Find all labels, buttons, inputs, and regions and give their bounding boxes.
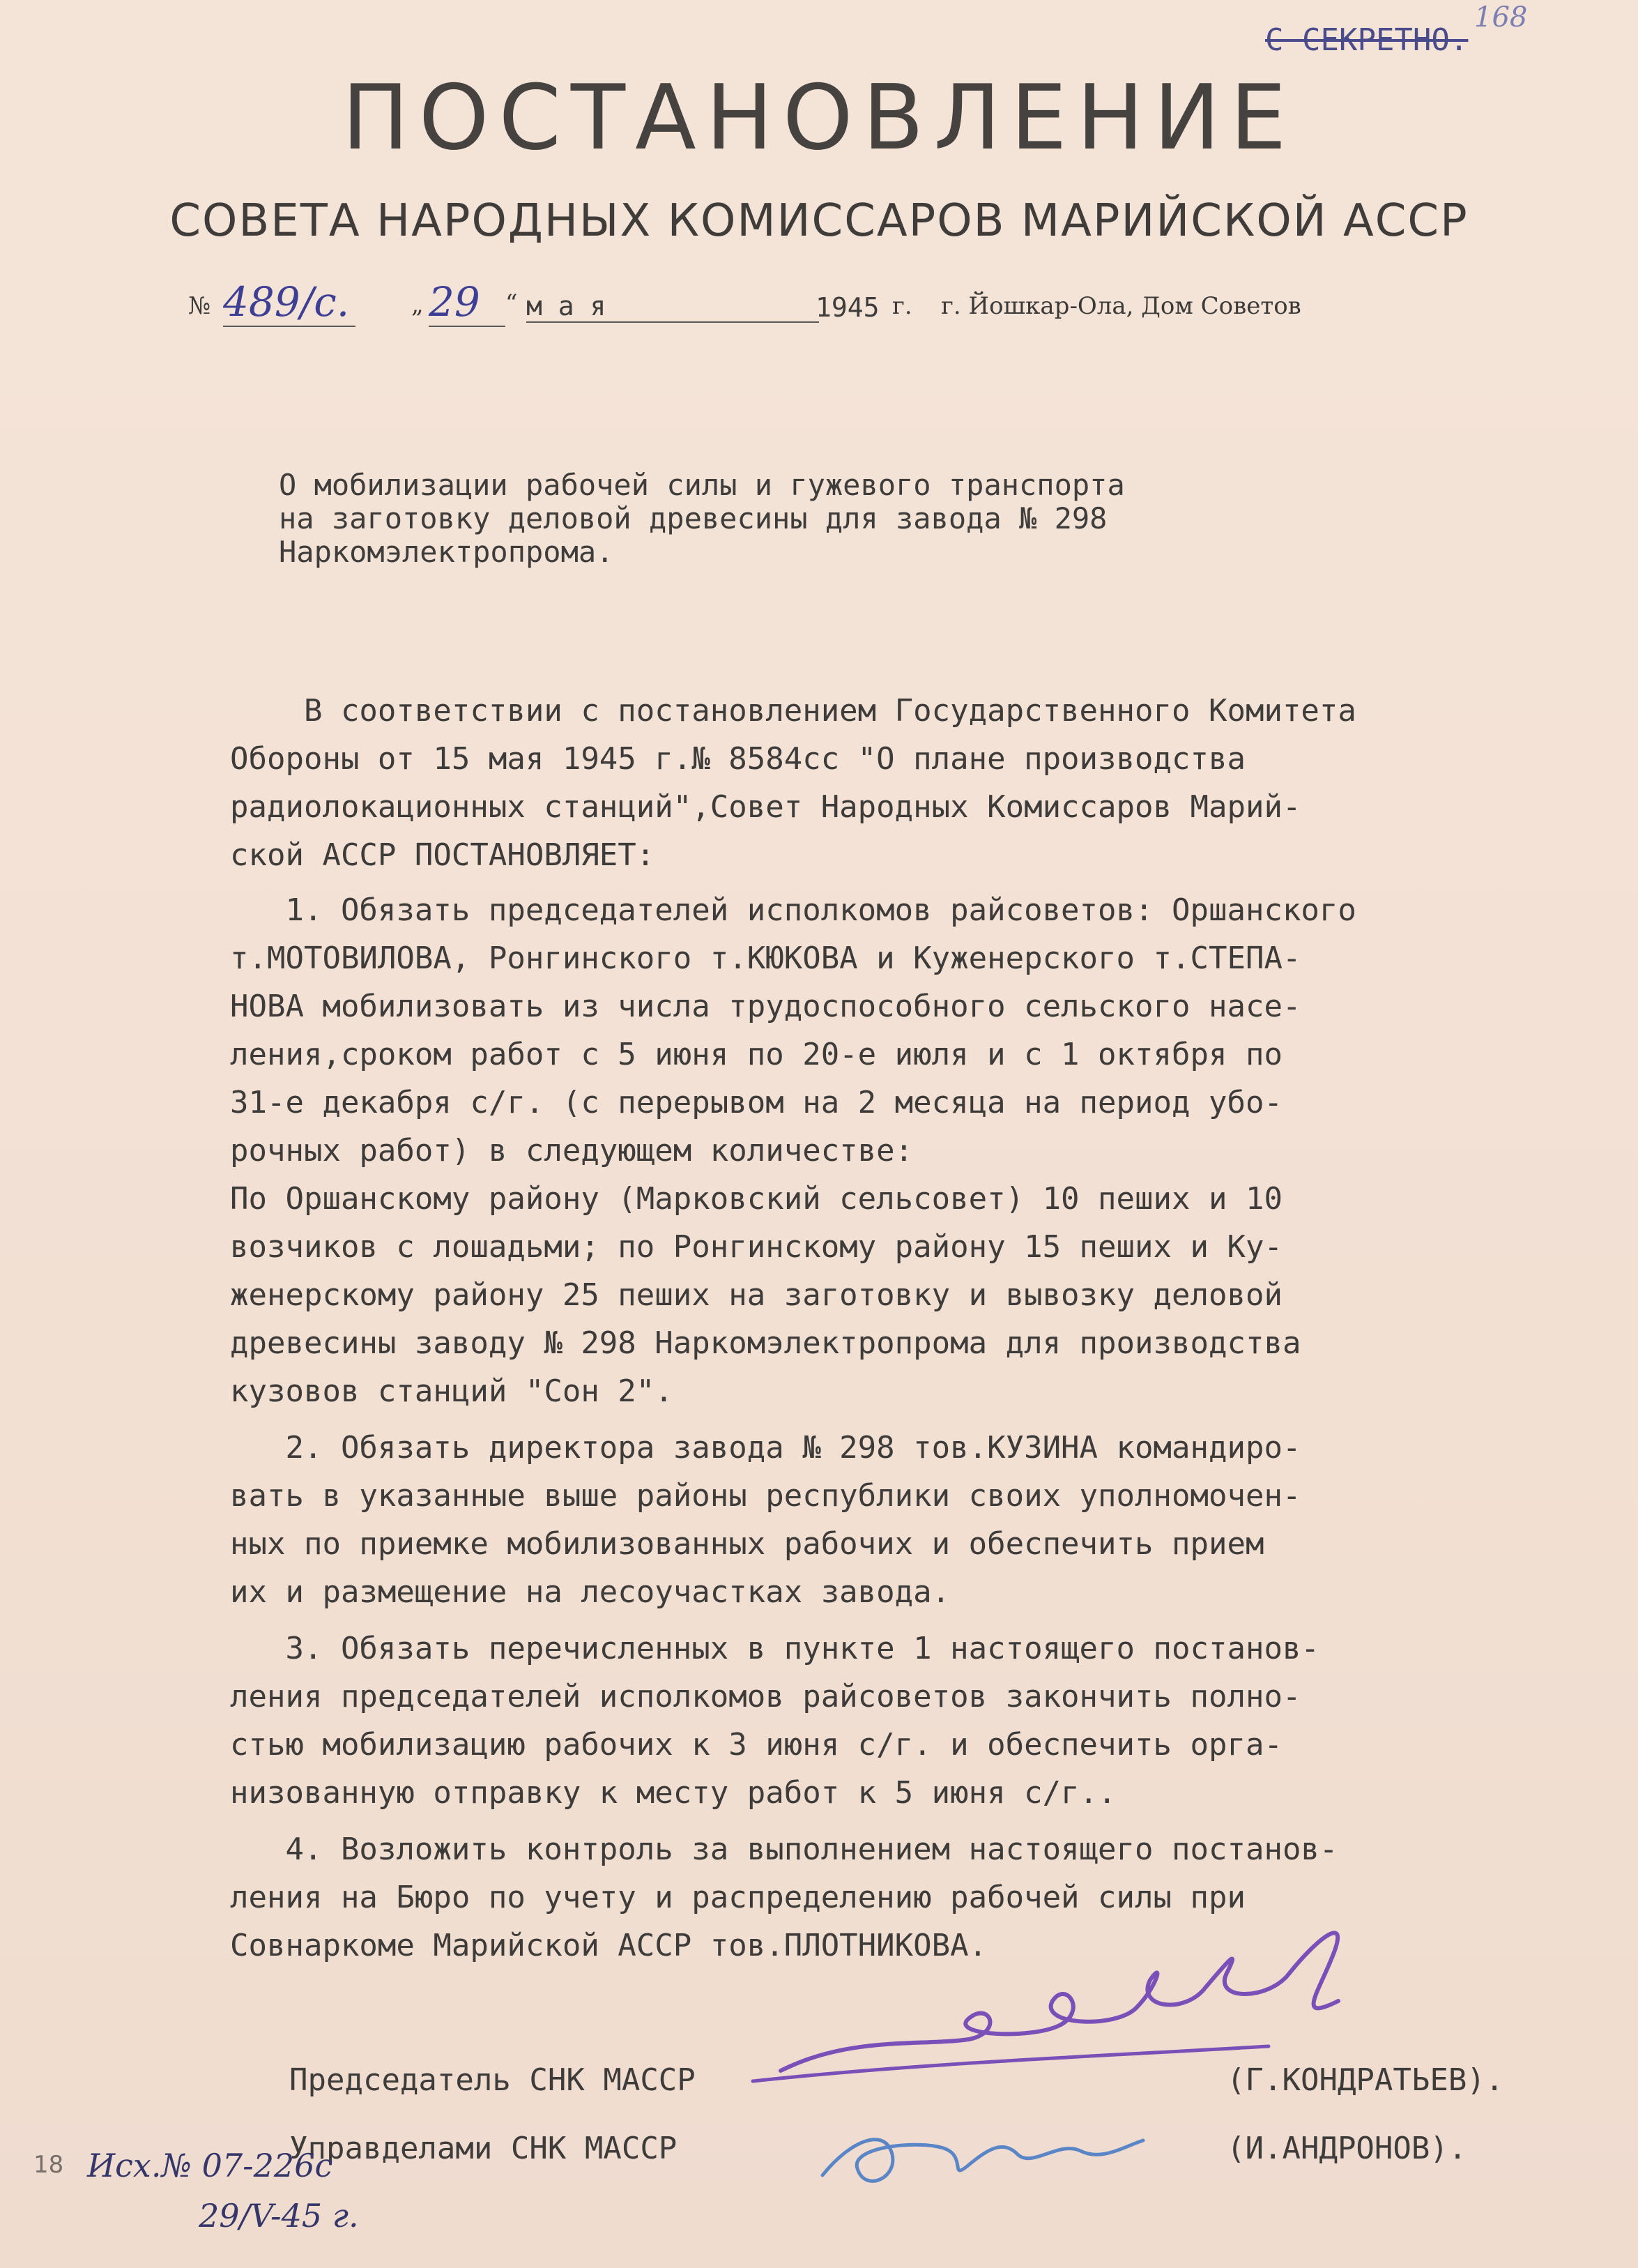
body-line: Совнаркоме Марийской АССР тов.ПЛОТНИКОВА. bbox=[230, 1928, 988, 1963]
number-label: № bbox=[188, 292, 211, 320]
body-line: возчиков с лошадьми; по Ронгинскому району 15 пеших и Ку- bbox=[230, 1229, 1283, 1265]
body-line: рочных работ) в следующем количестве: bbox=[230, 1133, 914, 1169]
signatory-position: Председатель СНК МАССР bbox=[289, 2062, 696, 2098]
body-line: 1. Обязать председателей исполкомов райсоветов: Оршанского bbox=[230, 892, 1356, 928]
outgoing-date: 29/V-45 г. bbox=[199, 2197, 359, 2235]
body-line: 2. Обязать директора завода № 298 тов.КУЗИНА командиро- bbox=[230, 1430, 1301, 1466]
body-line: т.МОТОВИЛОВА, Ронгинского т.КЮКОВА и Куженерского т.СТЕПА- bbox=[230, 941, 1301, 976]
issuing-authority: СОВЕТА НАРОДНЫХ КОМИССАРОВ МАРИЙСКОЙ АССР bbox=[169, 195, 1469, 247]
body-line: 3. Обязать перечисленных в пункте 1 настоящего постанов- bbox=[230, 1631, 1319, 1666]
secret-stamp-text: С СЕКРЕТНО. bbox=[1265, 22, 1469, 58]
document-year: 1945 bbox=[816, 292, 880, 323]
body-line: В соответствии с постановлением Государственного Комитета bbox=[230, 693, 1356, 729]
year-suffix: г. bbox=[892, 292, 912, 320]
document-day: 29 bbox=[429, 278, 505, 327]
body-line: радиолокационных станций",Совет Народных Комиссаров Марий- bbox=[230, 789, 1301, 825]
subject-line: на заготовку деловой древесины для завода № 298 bbox=[279, 501, 1108, 535]
subject-line: О мобилизации рабочей силы и гужевого транспорта bbox=[279, 468, 1125, 502]
body-line: кузовов станций "Сон 2". bbox=[230, 1373, 673, 1409]
body-line: женерскому району 25 пеших на заготовку и вывозку деловой bbox=[230, 1277, 1283, 1313]
body-line: Обороны от 15 мая 1945 г.№ 8584сс "О плане производства bbox=[230, 741, 1246, 777]
document-number: 489/с. bbox=[223, 278, 355, 327]
body-line: ления председателей исполкомов райсоветов закончить полно- bbox=[230, 1679, 1301, 1714]
signatory-position: Управделами СНК МАССР bbox=[289, 2131, 678, 2166]
document-month: м а я bbox=[526, 291, 819, 323]
body-line: низованную отправку к месту работ к 5 июня с/г.. bbox=[230, 1775, 1117, 1811]
document-number-date-line bbox=[188, 278, 1513, 331]
body-line: ных по приемке мобилизованных рабочих и обеспечить прием bbox=[230, 1526, 1264, 1562]
body-line: стью мобилизацию рабочих к 3 июня с/г. и обеспечить орга- bbox=[230, 1727, 1283, 1763]
body-line: вать в указанные выше районы республики своих уполномочен- bbox=[230, 1478, 1301, 1514]
archive-page-number: 168 bbox=[1474, 1, 1528, 33]
document-title: ПОСТАНОВЛЕНИЕ bbox=[342, 66, 1296, 170]
signatory-name: (Г.КОНДРАТЬЕВ). bbox=[1227, 2062, 1504, 2098]
body-line: древесины заводу № 298 Наркомэлектропрома для производства bbox=[230, 1325, 1301, 1361]
outgoing-registration-note bbox=[87, 2140, 359, 2241]
body-line: 31-е декабря с/г. (с перерывом на 2 месяца на период убо- bbox=[230, 1085, 1283, 1120]
body-line: 4. Возложить контроль за выполнением настоящего постанов- bbox=[230, 1832, 1338, 1867]
document-place: г. Йошкар-Ола, Дом Советов bbox=[941, 292, 1301, 320]
body-line: НОВА мобилизовать из числа трудоспособного сельского насе- bbox=[230, 989, 1301, 1024]
subject-line: Наркомэлектропрома. bbox=[279, 535, 614, 569]
secret-stamp bbox=[1265, 1, 1558, 58]
body-line: По Оршанскому району (Марковский сельсовет) 10 пеших и 10 bbox=[230, 1181, 1283, 1217]
body-line: их и размещение на лесоучастках завода. bbox=[230, 1574, 951, 1610]
document-subject bbox=[279, 469, 1394, 569]
outgoing-number: Исх.№ 07-226с bbox=[87, 2147, 333, 2184]
signatory-name: (И.АНДРОНОВ). bbox=[1227, 2131, 1467, 2166]
quote-close: “ bbox=[505, 289, 518, 317]
quote-open: „ bbox=[411, 291, 424, 319]
body-line: ской АССР ПОСТАНОВЛЯЕТ: bbox=[230, 837, 655, 873]
body-line: ления,сроком работ с 5 июня по 20-е июля и с 1 октября по bbox=[230, 1037, 1283, 1072]
document-body bbox=[230, 687, 1596, 1970]
margin-mark: 18 bbox=[33, 2151, 64, 2179]
administrator-signature bbox=[809, 2099, 1171, 2203]
chairman-signature bbox=[739, 1896, 1471, 2106]
body-line: ления на Бюро по учету и распределению рабочей силы при bbox=[230, 1880, 1246, 1915]
